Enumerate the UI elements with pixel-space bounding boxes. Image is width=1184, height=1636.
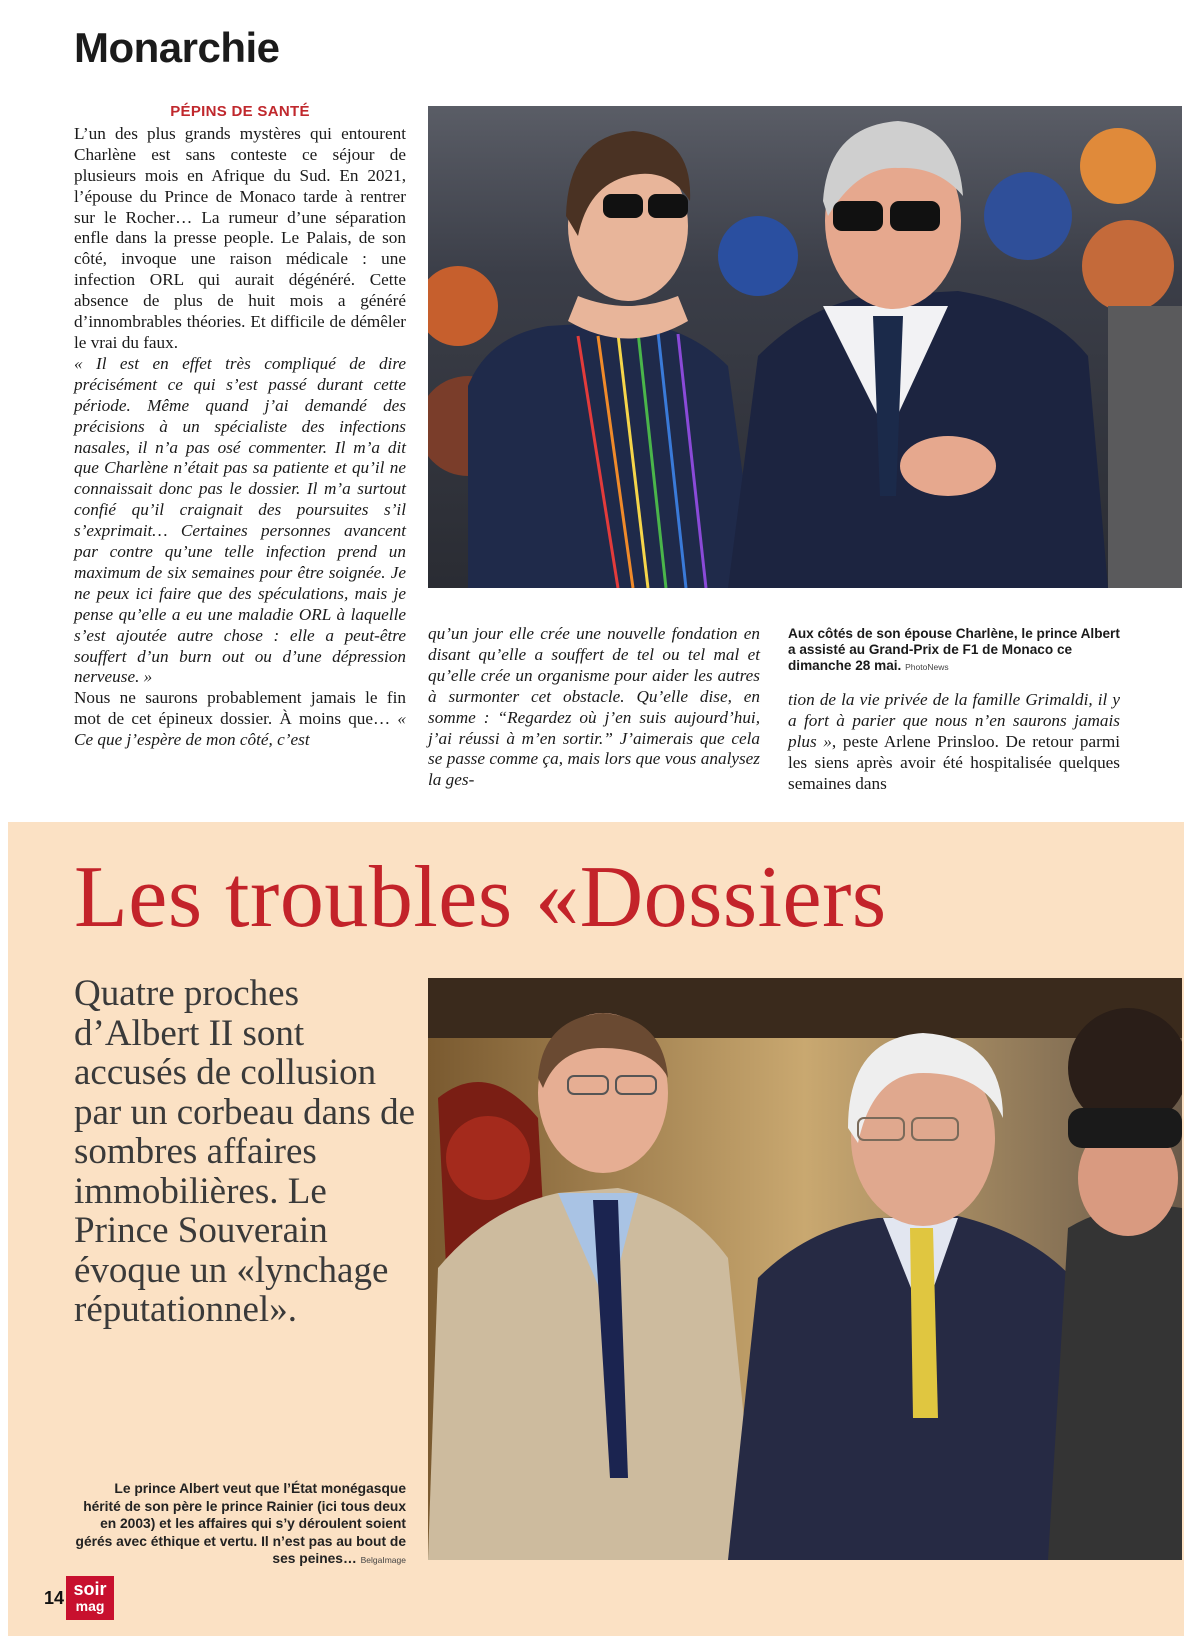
paragraph-text: Nous ne saurons probablement jamais le fin mot de cet épineux dossier. À moins que… [74, 688, 406, 729]
photo-caption [788, 626, 1120, 675]
caption-text: Aux côtés de son épouse Charlène, le prince Albert a assisté au Grand-Prix de F1 de Monaco ce dimanche 28 mai. [788, 626, 1120, 673]
feature-headline: Les troubles «Dossiers [74, 849, 887, 946]
article-column-2 [428, 624, 760, 791]
photo-albert-rainier-image [428, 978, 1182, 1560]
photo-charlene-albert [428, 106, 1182, 588]
section-title: Monarchie [74, 24, 280, 71]
photo-credit: BelgaImage [360, 1555, 406, 1565]
article-paragraph [74, 688, 406, 751]
soir-mag-logo [66, 1576, 114, 1620]
feature-photo-caption [74, 1480, 406, 1570]
article-quote [74, 354, 406, 689]
page-number: 14 [44, 1587, 65, 1608]
article-kicker: PÉPINS DE SANTÉ [170, 103, 310, 120]
article-paragraph: L’un des plus grands mystères qui entourent Charlène est sans conteste ce séjour de plusieurs mois en Afrique du Sud. En 2021, l’épouse du Prince de Monaco tarde à rentrer sur le Rocher… La rumeur d’une séparation enfle dans la presse people. Le Palais, de son côté, invoque une raison médicale : une infection ORL qui aurait dégénéré. Cette absence de plus de huit mois a généré d’innombrables théories. Et difficile de démêler le vrai du faux. [74, 123, 406, 352]
quote-text: « Il est en effet très compliqué de dire précisément ce qui s’est passé durant cette période. Même quand j’ai demandé des précisions à un spécialiste des infections nasales, il n’a pas osé commenter. Il m’a dit que Charlène n’était pas sa patiente et qu’il ne connaissait donc pas le dossier. Il m’a surtout confié qu’il craignait des poursuites s’il s’exprimait… Certaines personnes avancent par contre qu’une telle infection prend un maximum de six semaines pour être soignée. Je ne peux ici faire que des spéculations, mais je pense qu’elle a eu une maladie ORL à laquelle s’est ajoutée autre chose : elle a peut-être souffert d’un burn out ou d’une dépression nerveuse. » [74, 353, 406, 687]
logo-line-1: soir [73, 1579, 107, 1599]
logo-line-2: mag [75, 1598, 105, 1614]
quote-text: tion de la vie privée de la famille Grimaldi, il y a fort à parier que nous n’en saurons jamais plus » [788, 690, 1120, 751]
paragraph-text: , peste Arlene Prinsloo. De retour parmi les siens après avoir été hospitalisée quelques semaines dans [788, 731, 1120, 793]
article-column-3 [788, 690, 1120, 795]
quote-text: « Ce que j’espère de mon côté, c’est [74, 709, 406, 750]
article-column-1 [74, 102, 406, 751]
article-quote [428, 624, 760, 791]
article-paragraph [788, 690, 1120, 795]
quote-text: qu’un jour elle crée une nouvelle fondation en disant qu’elle a souffert de tel ou tel mal et qu’elle crée un organisme pour aider les autres à surmonter cet obstacle. Qu’elle dise, en somme : “Regardez où j’en suis aujourd’hui, j’ai réussi à m’en sortir.” J’aimerais que cela se passe comme ça, mais lors que vous analysez la ges- [428, 624, 760, 790]
photo-charlene-albert-image [428, 106, 1182, 588]
photo-albert-rainier [428, 978, 1182, 1560]
photo-credit: PhotoNews [905, 662, 949, 672]
caption-text: Le prince Albert veut que l’État monégasque hérité de son père le prince Rainier (ici tous deux en 2003) et les affaires qui s’y déroulent soient gérés avec éthique et vertu. Il n’est pas au bout de ses peines… [75, 1481, 406, 1566]
page-folio [44, 1576, 114, 1620]
feature-lede: Quatre proches d’Albert II sont accusés de collusion par un corbeau dans de sombres affaires immobilières. Le Prince Souverain évoque un «lynchage réputationnel». [74, 973, 416, 1330]
